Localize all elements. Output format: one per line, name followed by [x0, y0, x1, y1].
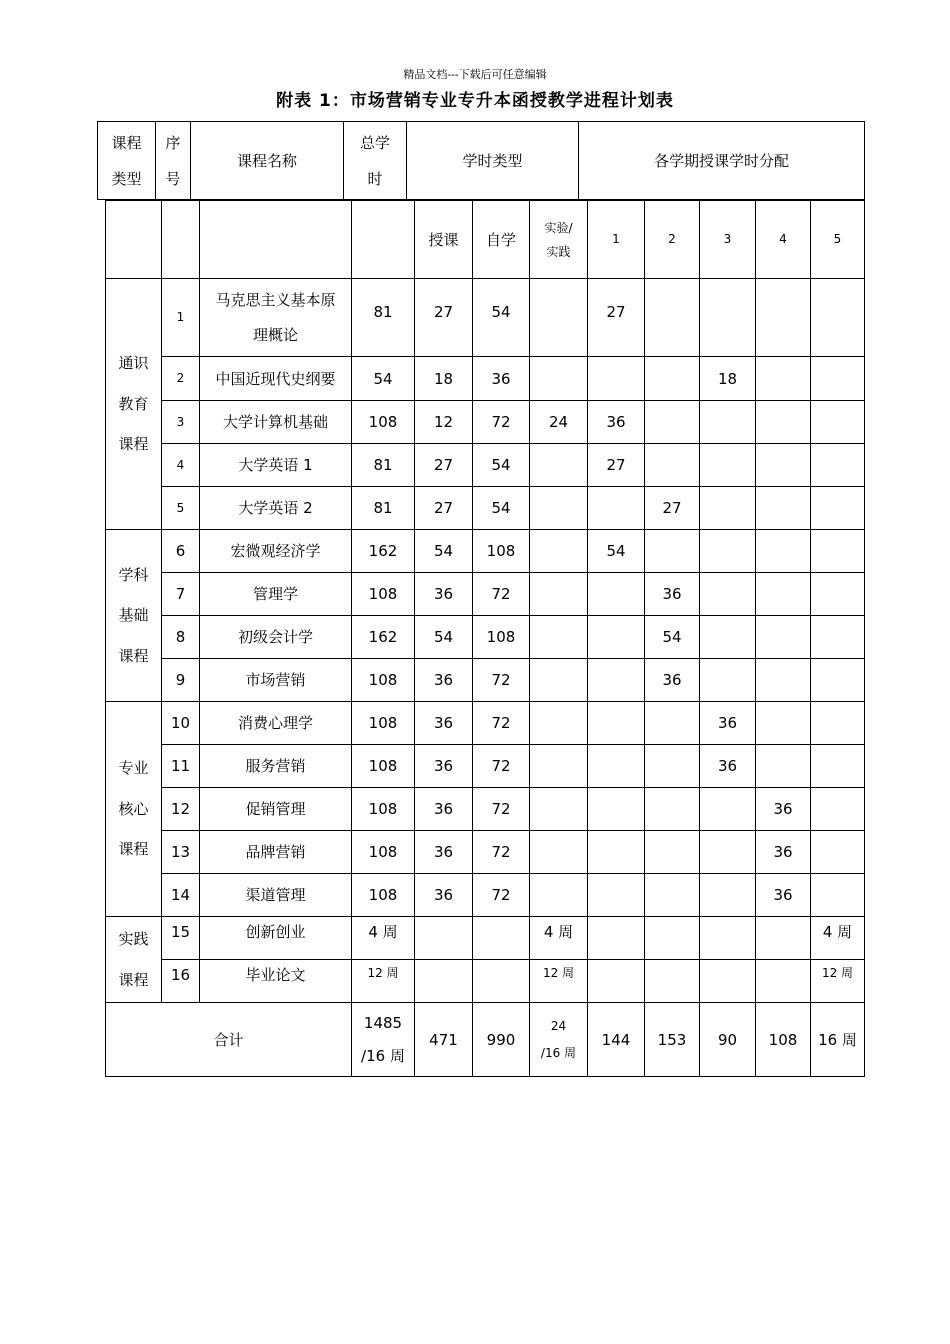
group-label-line: 教育: [118, 394, 149, 413]
group-label-line: 课程: [118, 435, 149, 454]
course-self-study: 108: [473, 616, 530, 659]
course-lecture: 12: [415, 401, 473, 444]
blank-cell: [200, 201, 352, 279]
course-total: 54: [352, 357, 415, 401]
totals-total-line1: 1485: [363, 1013, 403, 1032]
course-number: 13: [162, 831, 200, 874]
course-semester-4: [756, 573, 811, 616]
course-semester-3: [700, 444, 756, 487]
course-number: 15: [162, 917, 200, 960]
course-number: 9: [162, 659, 200, 702]
course-self-study: 72: [473, 702, 530, 745]
course-name-line: 创新创业: [245, 923, 306, 941]
table-row: [106, 357, 865, 401]
course-self-study: 72: [473, 874, 530, 917]
course-semester-1: 27: [588, 279, 645, 357]
course-semester-4: [756, 401, 811, 444]
course-name-line: 毕业论文: [245, 966, 306, 984]
course-name-line: 大学英语 2: [238, 499, 313, 517]
course-name: [200, 874, 352, 917]
course-name: [200, 917, 352, 960]
course-semester-4: [756, 702, 811, 745]
course-number: 8: [162, 616, 200, 659]
subheader-semester-3: 3: [700, 201, 756, 279]
course-practice: [530, 487, 588, 530]
course-lecture: 54: [415, 530, 473, 573]
course-number: 5: [162, 487, 200, 530]
course-name-line: 大学英语 1: [238, 456, 313, 474]
totals-total: [352, 1003, 415, 1077]
course-number: 12: [162, 788, 200, 831]
blank-cell: [352, 201, 415, 279]
table-row: [106, 616, 865, 659]
course-semester-2: 27: [645, 487, 700, 530]
course-practice: [530, 573, 588, 616]
course-total: 108: [352, 702, 415, 745]
totals-total-line2: /16 周: [361, 1046, 405, 1065]
course-name-line: 马克思主义基本原: [215, 291, 336, 309]
course-semester-3: [700, 788, 756, 831]
subheader-semester-5: 5: [811, 201, 865, 279]
header-table: [97, 121, 865, 200]
table-row: [106, 401, 865, 444]
plan-table: [105, 200, 865, 1077]
course-name: [200, 279, 352, 357]
course-semester-5: [811, 401, 865, 444]
subheader-semester-4: 4: [756, 201, 811, 279]
course-lecture: 36: [415, 788, 473, 831]
course-name-line: 大学计算机基础: [222, 413, 328, 431]
course-semester-1: [588, 960, 645, 1003]
course-semester-1: [588, 917, 645, 960]
group-label: [106, 530, 162, 702]
course-number: 10: [162, 702, 200, 745]
course-semester-1: [588, 788, 645, 831]
totals-semester-3: 90: [700, 1003, 756, 1077]
course-lecture: 36: [415, 702, 473, 745]
course-semester-4: [756, 444, 811, 487]
course-semester-4: [756, 659, 811, 702]
table-row: [106, 960, 865, 1003]
course-semester-5: [811, 530, 865, 573]
course-number: 1: [162, 279, 200, 357]
course-semester-3: [700, 279, 756, 357]
course-practice: [530, 279, 588, 357]
table-row: [106, 702, 865, 745]
course-lecture: 36: [415, 573, 473, 616]
course-self-study: 72: [473, 401, 530, 444]
course-semester-4: 36: [756, 831, 811, 874]
course-lecture: 36: [415, 659, 473, 702]
course-practice: [530, 530, 588, 573]
course-total: 81: [352, 279, 415, 357]
table-row: [106, 745, 865, 788]
header-name: 课程名称: [191, 122, 344, 200]
group-label: [106, 279, 162, 530]
course-lecture: [415, 960, 473, 1003]
course-practice: [530, 659, 588, 702]
course-total: 108: [352, 874, 415, 917]
subheader-semester-2: 2: [645, 201, 700, 279]
course-semester-5: 4 周: [811, 917, 865, 960]
course-number: 14: [162, 874, 200, 917]
course-semester-3: [700, 487, 756, 530]
course-total: 162: [352, 616, 415, 659]
course-lecture: 36: [415, 745, 473, 788]
group-label-line: 课程: [118, 646, 149, 665]
course-name-line: 初级会计学: [237, 628, 313, 646]
course-total: 108: [352, 788, 415, 831]
totals-practice-line1: 24: [550, 1019, 567, 1034]
course-name: [200, 702, 352, 745]
course-name: [200, 960, 352, 1003]
course-total: 108: [352, 401, 415, 444]
course-name-line: 中国近现代史纲要: [215, 369, 336, 388]
course-semester-1: [588, 702, 645, 745]
course-lecture: 27: [415, 444, 473, 487]
course-number: 7: [162, 573, 200, 616]
subheader-practice-line1: 实验/: [544, 220, 573, 235]
course-name: [200, 831, 352, 874]
course-self-study: 72: [473, 659, 530, 702]
group-label: [106, 917, 162, 1003]
course-semester-5: [811, 616, 865, 659]
subheader-semester-1: 1: [588, 201, 645, 279]
course-semester-1: [588, 573, 645, 616]
course-practice: [530, 831, 588, 874]
group-label-line: 核心: [118, 799, 149, 818]
course-semester-5: [811, 444, 865, 487]
subheader-self-study: 自学: [473, 201, 530, 279]
course-semester-3: [700, 917, 756, 960]
course-semester-1: [588, 874, 645, 917]
course-semester-5: [811, 357, 865, 401]
course-self-study: 72: [473, 788, 530, 831]
course-semester-2: 36: [645, 659, 700, 702]
course-self-study: 54: [473, 487, 530, 530]
course-semester-1: [588, 487, 645, 530]
course-semester-3: [700, 573, 756, 616]
course-total: 108: [352, 745, 415, 788]
course-semester-3: 18: [700, 357, 756, 401]
course-number: 2: [162, 357, 200, 401]
course-semester-2: [645, 917, 700, 960]
subheader-practice-line2: 实践: [546, 244, 571, 259]
course-semester-4: [756, 487, 811, 530]
course-semester-4: [756, 279, 811, 357]
course-semester-4: [756, 530, 811, 573]
course-semester-1: [588, 831, 645, 874]
course-semester-3: [700, 616, 756, 659]
course-semester-5: [811, 874, 865, 917]
course-semester-2: [645, 357, 700, 401]
totals-semester-4: 108: [756, 1003, 811, 1077]
course-name: [200, 487, 352, 530]
course-practice: 4 周: [530, 917, 588, 960]
course-total: 108: [352, 573, 415, 616]
blank-cell: [162, 201, 200, 279]
course-semester-3: 36: [700, 702, 756, 745]
course-total: 162: [352, 530, 415, 573]
table-row: [106, 573, 865, 616]
course-semester-2: [645, 960, 700, 1003]
course-practice: [530, 874, 588, 917]
course-semester-4: [756, 616, 811, 659]
totals-semester-5: 16 周: [811, 1003, 865, 1077]
course-semester-5: [811, 659, 865, 702]
course-lecture: 36: [415, 831, 473, 874]
course-semester-2: [645, 401, 700, 444]
header-total: [344, 122, 407, 200]
course-total: 81: [352, 487, 415, 530]
course-semester-3: [700, 874, 756, 917]
course-semester-1: [588, 357, 645, 401]
group-label-line: 学科: [118, 565, 149, 584]
course-self-study: 72: [473, 745, 530, 788]
subheader-lecture: 授课: [415, 201, 473, 279]
course-name: [200, 788, 352, 831]
course-name: [200, 444, 352, 487]
course-semester-5: 12 周: [811, 960, 865, 1003]
totals-label: 合计: [106, 1003, 352, 1077]
course-name-line: 促销管理: [245, 800, 306, 818]
course-self-study: 72: [473, 831, 530, 874]
course-self-study: 72: [473, 573, 530, 616]
course-semester-3: [700, 530, 756, 573]
course-semester-4: [756, 745, 811, 788]
course-semester-5: [811, 745, 865, 788]
course-semester-2: [645, 788, 700, 831]
group-label-line: 通识: [118, 354, 149, 373]
course-lecture: 54: [415, 616, 473, 659]
course-name-line: 品牌营销: [245, 843, 306, 861]
course-lecture: [415, 917, 473, 960]
course-semester-5: [811, 573, 865, 616]
header-hour-type: 学时类型: [407, 122, 579, 200]
course-practice: [530, 357, 588, 401]
course-number: 4: [162, 444, 200, 487]
table-row: [106, 788, 865, 831]
course-number: 6: [162, 530, 200, 573]
course-semester-1: 54: [588, 530, 645, 573]
course-semester-4: [756, 357, 811, 401]
course-number: 16: [162, 960, 200, 1003]
course-semester-3: [700, 659, 756, 702]
course-semester-4: 36: [756, 874, 811, 917]
course-name: [200, 357, 352, 401]
course-name-line: 理概论: [252, 325, 298, 344]
course-semester-3: [700, 831, 756, 874]
course-semester-2: [645, 874, 700, 917]
header-semester-dist: 各学期授课学时分配: [579, 122, 865, 200]
totals-self-study: 990: [473, 1003, 530, 1077]
group-label-line: 基础: [118, 606, 149, 625]
course-lecture: 18: [415, 357, 473, 401]
course-semester-2: [645, 530, 700, 573]
course-semester-3: [700, 960, 756, 1003]
page-title: 附表 1：市场营销专业专升本函授教学进程计划表: [276, 91, 674, 111]
course-semester-5: [811, 702, 865, 745]
course-self-study: 54: [473, 279, 530, 357]
course-lecture: 27: [415, 279, 473, 357]
course-name-line: 管理学: [252, 585, 298, 603]
table-row: [106, 917, 865, 960]
course-semester-1: [588, 616, 645, 659]
table-row: [106, 530, 865, 573]
course-total: 4 周: [352, 917, 415, 960]
course-semester-2: [645, 279, 700, 357]
table-row: [106, 831, 865, 874]
course-semester-1: 36: [588, 401, 645, 444]
course-semester-4: 36: [756, 788, 811, 831]
course-semester-5: [811, 788, 865, 831]
course-semester-1: [588, 745, 645, 788]
course-self-study: 36: [473, 357, 530, 401]
course-number: 11: [162, 745, 200, 788]
subheader-row: [106, 201, 865, 279]
table-row: [106, 659, 865, 702]
course-name-line: 消费心理学: [237, 714, 313, 732]
course-total: 108: [352, 659, 415, 702]
course-semester-1: [588, 659, 645, 702]
course-number: 3: [162, 401, 200, 444]
course-practice: [530, 616, 588, 659]
header-note: 精品文档---下载后可任意编辑: [403, 68, 547, 81]
course-lecture: 36: [415, 874, 473, 917]
course-semester-2: [645, 831, 700, 874]
course-practice: [530, 788, 588, 831]
table-row: [106, 487, 865, 530]
course-practice: 24: [530, 401, 588, 444]
course-semester-2: [645, 444, 700, 487]
totals-row: [106, 1003, 865, 1077]
group-label-line: 课程: [118, 970, 149, 989]
course-practice: [530, 444, 588, 487]
course-self-study: 108: [473, 530, 530, 573]
course-practice: [530, 745, 588, 788]
course-practice: 12 周: [530, 960, 588, 1003]
table-row: [106, 874, 865, 917]
table-row: [106, 444, 865, 487]
course-semester-2: 36: [645, 573, 700, 616]
course-total: 81: [352, 444, 415, 487]
header-seq-text: 序号: [165, 133, 181, 188]
course-name: [200, 573, 352, 616]
course-name: [200, 530, 352, 573]
course-semester-2: [645, 745, 700, 788]
course-name-line: 渠道管理: [245, 886, 306, 904]
course-semester-5: [811, 831, 865, 874]
totals-practice-line2: /16 周: [540, 1045, 577, 1060]
group-label: [106, 702, 162, 917]
course-name-line: 服务营销: [245, 757, 306, 775]
blank-cell: [106, 201, 162, 279]
totals-semester-1: 144: [588, 1003, 645, 1077]
totals-practice: [530, 1003, 588, 1077]
course-semester-3: [700, 401, 756, 444]
course-semester-5: [811, 279, 865, 357]
course-practice: [530, 702, 588, 745]
header-total-text: 总学时: [359, 133, 390, 188]
course-lecture: 27: [415, 487, 473, 530]
course-self-study: 54: [473, 444, 530, 487]
course-semester-4: [756, 917, 811, 960]
course-name: [200, 659, 352, 702]
header-category: [98, 122, 156, 200]
subheader-practice: [530, 201, 588, 279]
course-semester-3: 36: [700, 745, 756, 788]
course-self-study: [473, 960, 530, 1003]
course-semester-1: 27: [588, 444, 645, 487]
course-total: 12 周: [352, 960, 415, 1003]
course-semester-5: [811, 487, 865, 530]
course-name-line: 市场营销: [245, 671, 306, 689]
totals-semester-2: 153: [645, 1003, 700, 1077]
group-label-line: 专业: [118, 759, 149, 778]
course-name: [200, 745, 352, 788]
table-row: [106, 279, 865, 357]
totals-lecture: 471: [415, 1003, 473, 1077]
course-semester-2: 54: [645, 616, 700, 659]
header-category-text: 课程类型: [111, 133, 142, 188]
course-name: [200, 616, 352, 659]
group-label-line: 实践: [118, 930, 149, 948]
header-seq: [156, 122, 191, 200]
course-semester-2: [645, 702, 700, 745]
group-label-line: 课程: [118, 840, 149, 859]
course-self-study: [473, 917, 530, 960]
course-total: 108: [352, 831, 415, 874]
course-name-line: 宏微观经济学: [230, 542, 321, 560]
course-semester-4: [756, 960, 811, 1003]
course-name: [200, 401, 352, 444]
